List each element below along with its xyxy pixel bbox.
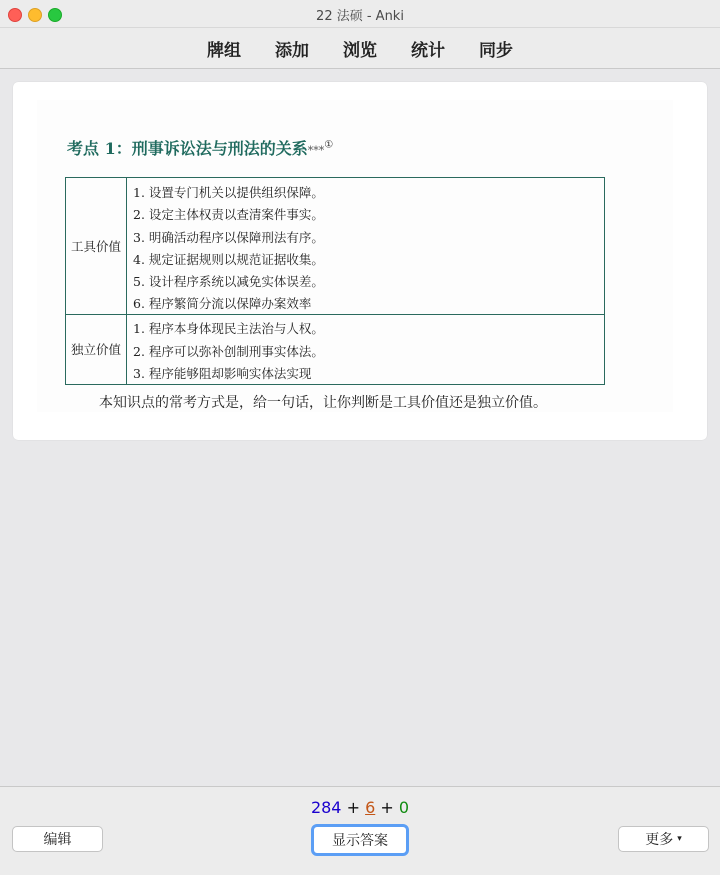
learning-count: 6 [365, 798, 376, 817]
list-item: 1. 设置专门机关以提供组织保障。 [133, 185, 324, 200]
review-card [13, 82, 707, 440]
section-label: 独立价值 [66, 314, 127, 384]
new-count: 284 [310, 798, 342, 817]
more-label: 更多 [645, 832, 674, 848]
show-answer-label: 显示答案 [332, 833, 388, 849]
list-item: 1. 程序本身体现民主法治与人权。 [133, 321, 324, 336]
toolbar-add[interactable]: 添加 [275, 40, 309, 61]
main-toolbar [0, 28, 720, 69]
toolbar-browse[interactable]: 浏览 [343, 40, 377, 61]
list-item: 2. 设定主体权责以查清案件事实。 [133, 207, 324, 223]
count-separator: + [380, 798, 394, 817]
value-table [65, 177, 605, 385]
more-button[interactable] [618, 826, 709, 852]
toolbar-sync[interactable]: 同步 [479, 40, 513, 61]
card-heading-footnote: ① [324, 139, 334, 151]
list-item: 3. 程序能够阻却影响实体法实现 [133, 366, 312, 381]
list-item: 4. 规定证据规则以规范证据收集。 [133, 251, 324, 267]
review-count: 0 [398, 798, 410, 817]
due-counts [0, 798, 720, 817]
list-item: 2. 程序可以弥补创制刑事实体法。 [133, 343, 324, 359]
table-section-tool-value [66, 178, 604, 315]
chevron-down-icon: ▾ [677, 834, 682, 844]
bottom-bar [0, 786, 720, 875]
show-answer-button[interactable] [311, 824, 409, 856]
count-separator: + [346, 798, 360, 817]
window-title: 22 法硕 - Anki [316, 9, 404, 24]
title-bar [0, 0, 720, 28]
card-image [37, 100, 673, 412]
list-item: 6. 程序繁简分流以保障办案效率 [133, 296, 312, 312]
card-heading-text: 考点 1：刑事诉讼法与刑法的关系 [67, 139, 308, 158]
table-section-independent-value [66, 314, 604, 384]
card-heading [67, 136, 333, 159]
list-item: 5. 设计程序系统以减免实体误差。 [133, 274, 324, 290]
list-item: 3. 明确活动程序以保障刑法有序。 [133, 229, 324, 245]
card-area [0, 69, 720, 786]
card-heading-stars: *** [307, 144, 325, 157]
edit-button[interactable]: 编辑 [12, 826, 103, 852]
toolbar-stats[interactable]: 统计 [411, 40, 445, 61]
section-label: 工具价值 [66, 178, 127, 314]
toolbar-decks[interactable]: 牌组 [207, 40, 241, 61]
card-note: 本知识点的常考方式是，给一句话，让你判断是工具价值还是独立价值。 [99, 395, 547, 411]
